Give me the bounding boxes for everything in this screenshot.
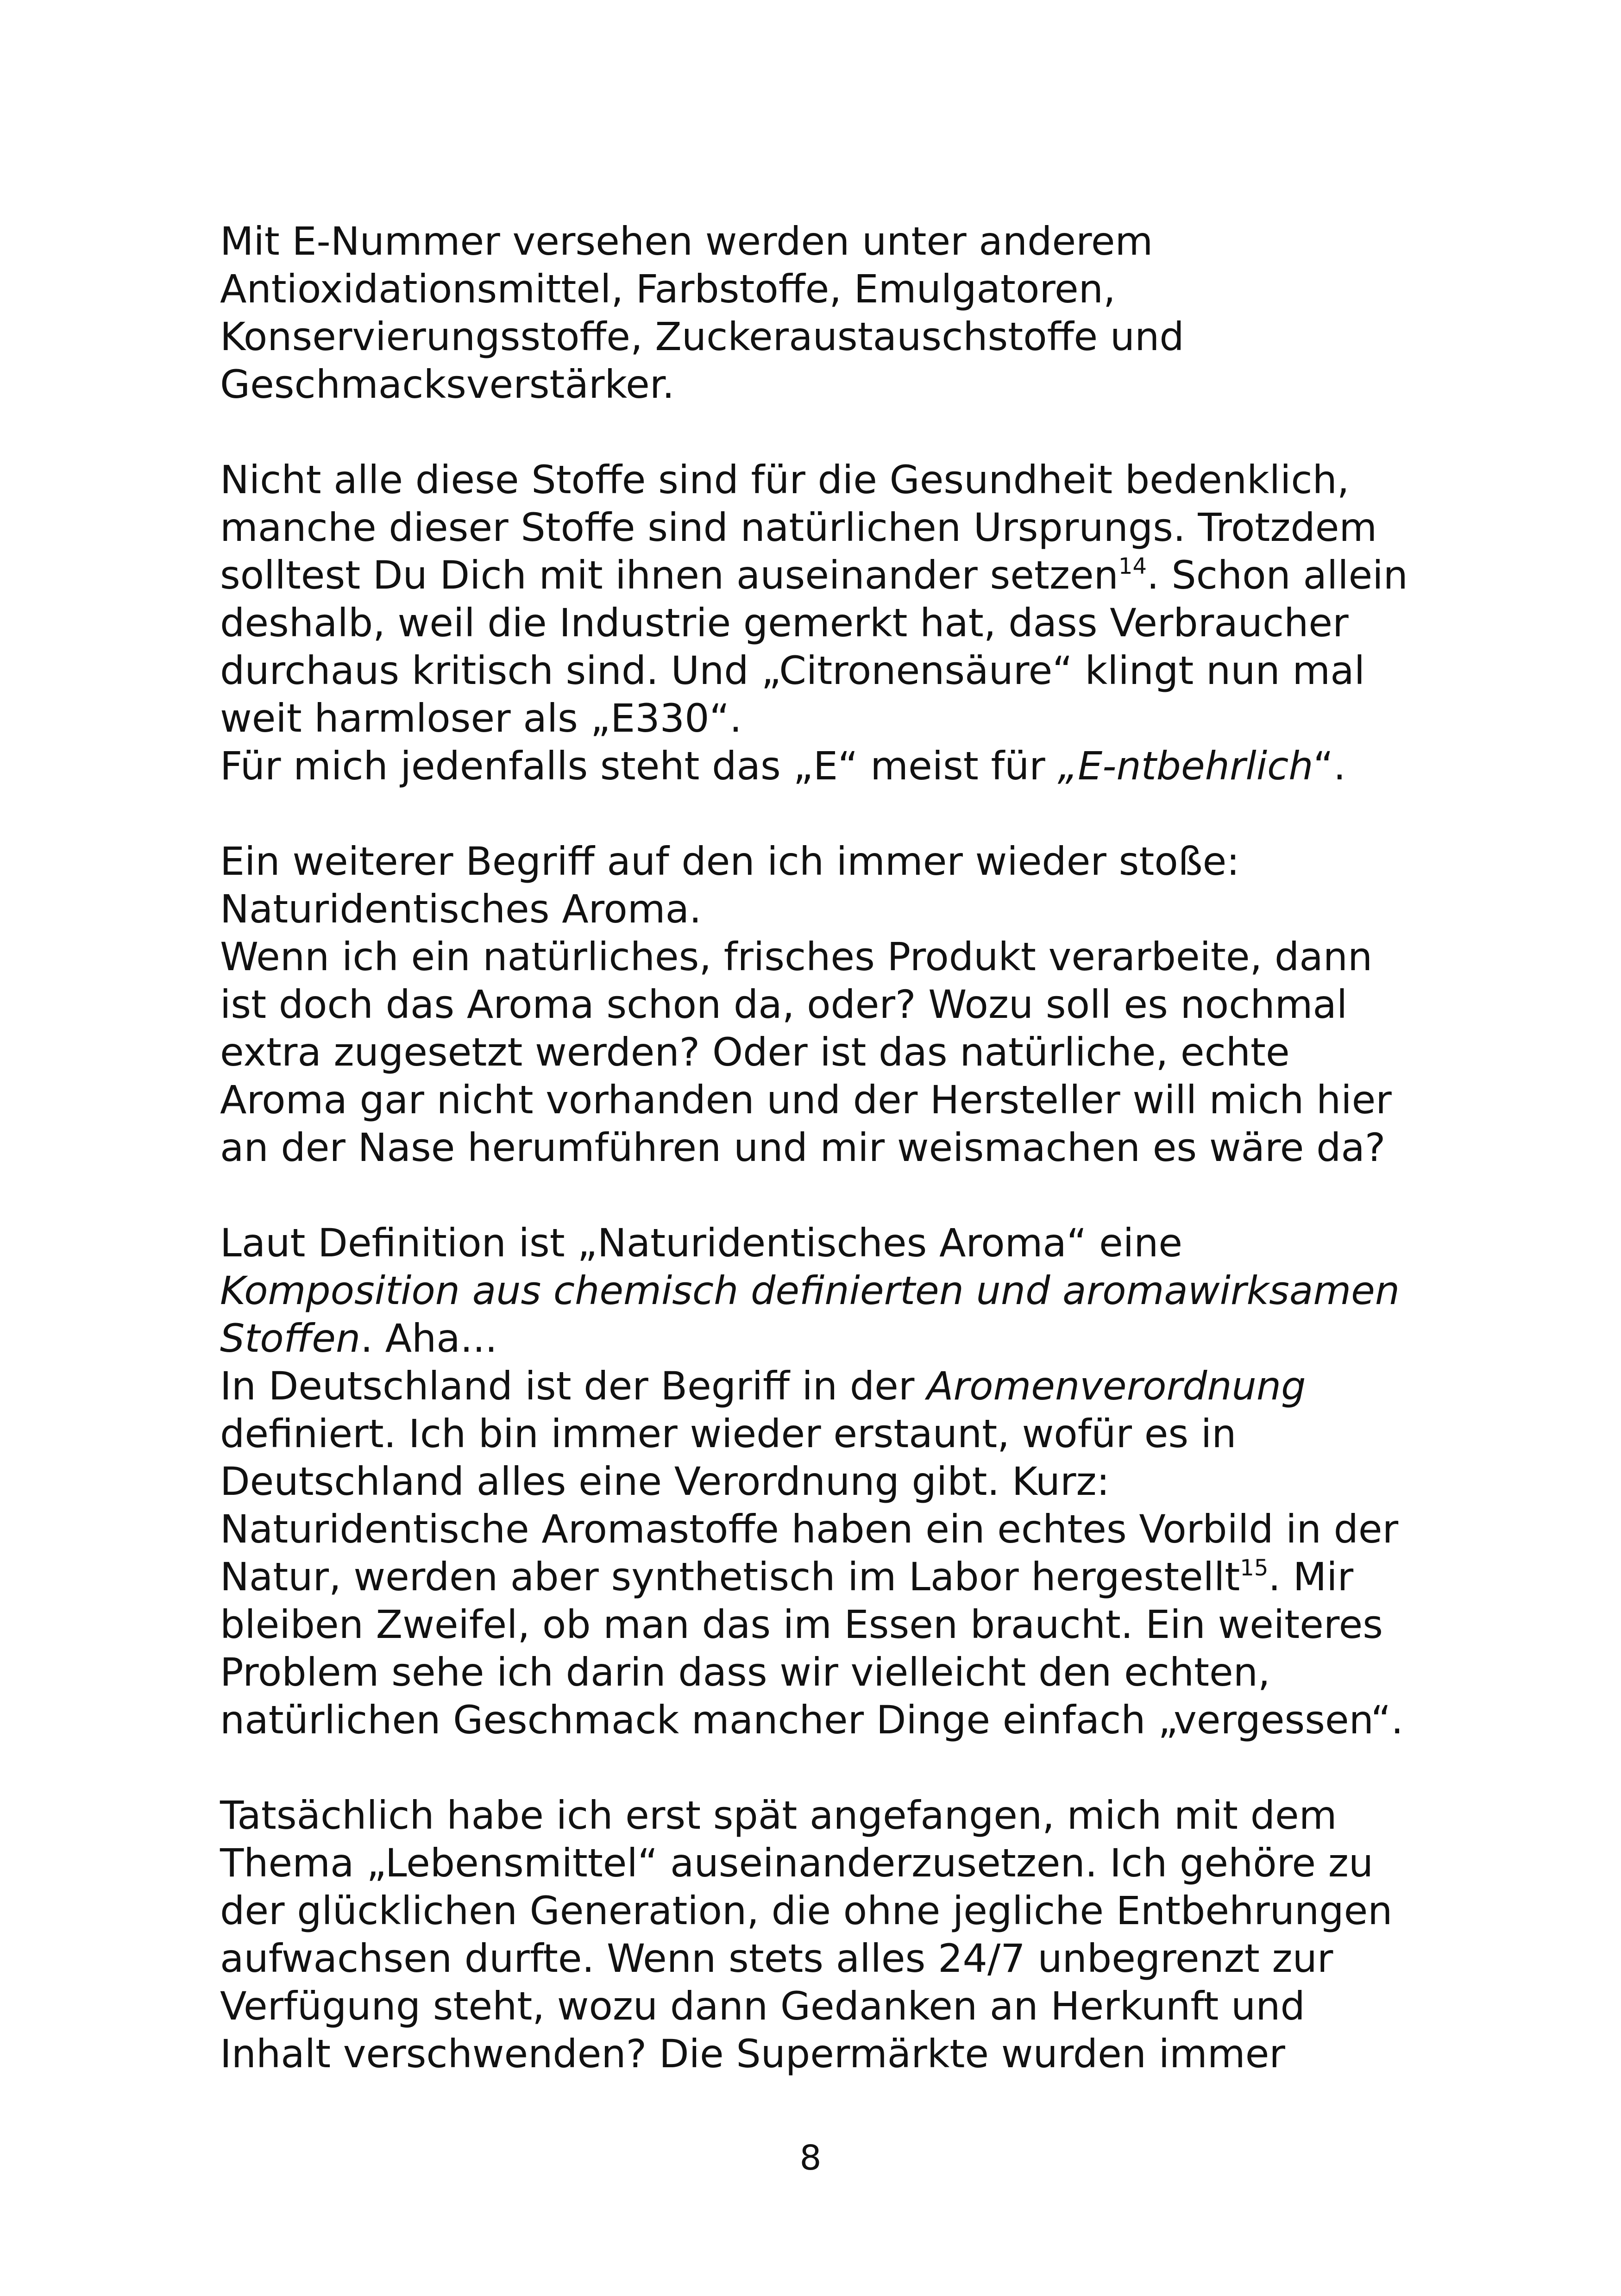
text-line	[220, 1553, 1424, 1601]
text-line: Laut Definition ist „Naturidentisches Aroma“ eine	[220, 1220, 1183, 1266]
text-line	[220, 552, 1424, 599]
text-line: Deutschland alles eine Verordnung gibt. Kurz:	[220, 1459, 1110, 1504]
text-line: Nicht alle diese Stoffe sind für die Gesundheit bedenklich,	[220, 457, 1350, 502]
text-line: Verfügung steht, wozu dann Gedanken an Herkunft und	[220, 1983, 1305, 2029]
text-line: Tatsächlich habe ich erst spät angefangen, mich mit dem	[220, 1793, 1337, 1838]
paragraph-generation	[220, 1792, 1424, 2078]
text-segment: . Mir	[1268, 1554, 1354, 1600]
text-line: Naturidentische Aromastoffe haben ein echtes Vorbild in der	[220, 1506, 1399, 1552]
text-segment: “.	[1313, 743, 1346, 789]
paragraph-definition	[220, 1219, 1424, 1744]
text-line: Naturidentisches Aroma.	[220, 886, 702, 932]
text-line	[220, 742, 1424, 790]
text-line	[220, 1362, 1424, 1410]
text-segment: . Aha...	[360, 1316, 497, 1361]
text-line: Konservierungsstoffe, Zuckeraustauschstoffe und	[220, 314, 1184, 359]
text-line: Antioxidationsmittel, Farbstoffe, Emulgatoren,	[220, 266, 1116, 312]
italic-text: Komposition aus chemisch definierten und aromawirksamen	[220, 1268, 1400, 1313]
text-line: extra zugesetzt werden? Oder ist das natürliche, echte	[220, 1029, 1290, 1075]
paragraph-spacer	[220, 408, 1424, 456]
footnote-reference-15[interactable]: 15	[1240, 1555, 1269, 1581]
page-number: 8	[799, 2138, 822, 2178]
text-line: natürlichen Geschmack mancher Dinge einfach „vergessen“.	[220, 1697, 1404, 1743]
text-line: Inhalt verschwenden? Die Supermärkte wurden immer	[220, 2031, 1285, 2076]
text-line: Thema „Lebensmittel“ auseinanderzusetzen. Ich gehöre zu	[220, 1840, 1374, 1886]
body-text	[220, 218, 1424, 2078]
text-line: weit harmloser als „E330“.	[220, 696, 742, 741]
text-segment: solltest Du Dich mit ihnen auseinander setzen	[220, 552, 1118, 598]
paragraph-aroma	[220, 838, 1424, 1172]
paragraph-substances	[220, 456, 1424, 790]
paragraph-spacer	[220, 1172, 1424, 1219]
paragraph-spacer	[220, 790, 1424, 838]
text-line: durchaus kritisch sind. Und „Citronensäure“ klingt nun mal	[220, 648, 1365, 693]
text-segment: Natur, werden aber synthetisch im Labor hergestellt	[220, 1554, 1240, 1600]
text-line: definiert. Ich bin immer wieder erstaunt, wofür es in	[220, 1411, 1237, 1456]
text-line: der glücklichen Generation, die ohne jegliche Entbehrungen	[220, 1888, 1393, 1933]
text-line: Aroma gar nicht vorhanden und der Hersteller will mich hier	[220, 1077, 1392, 1123]
text-line	[220, 1315, 1424, 1362]
text-segment: . Schon allein	[1147, 552, 1408, 598]
footnote-reference-14[interactable]: 14	[1118, 553, 1147, 579]
text-line: bleiben Zweifel, ob man das im Essen braucht. Ein weiteres	[220, 1602, 1383, 1647]
text-line: Geschmacksverstärker.	[220, 362, 675, 407]
text-segment: In Deutschland ist der Begriff in der	[220, 1363, 927, 1409]
text-line: ist doch das Aroma schon da, oder? Wozu soll es nochmal	[220, 982, 1348, 1027]
text-line	[220, 1267, 1424, 1315]
text-line: Ein weiterer Begriff auf den ich immer wieder stoße:	[220, 839, 1240, 884]
text-line: manche dieser Stoffe sind natürlichen Ursprungs. Trotzdem	[220, 505, 1377, 550]
text-line: Mit E-Nummer versehen werden unter anderem	[220, 219, 1153, 264]
text-line: Wenn ich ein natürliches, frisches Produkt verarbeite, dann	[220, 934, 1373, 979]
text-line: aufwachsen durfte. Wenn stets alles 24/7 unbegrenzt zur	[220, 1936, 1333, 1981]
text-line: deshalb, weil die Industrie gemerkt hat, dass Verbraucher	[220, 600, 1349, 646]
paragraph-e-numbers	[220, 218, 1424, 408]
italic-text: Aromenverordnung	[927, 1363, 1306, 1409]
paragraph-spacer	[220, 1744, 1424, 1792]
italic-text: „E-ntbehrlich	[1057, 743, 1313, 789]
text-line: Problem sehe ich darin dass wir vielleicht den echten,	[220, 1650, 1270, 1695]
text-segment: Für mich jedenfalls steht das „E“ meist für	[220, 743, 1058, 789]
italic-text: Stoffen	[220, 1316, 361, 1361]
text-line: an der Nase herumführen und mir weismachen es wäre da?	[220, 1125, 1386, 1170]
